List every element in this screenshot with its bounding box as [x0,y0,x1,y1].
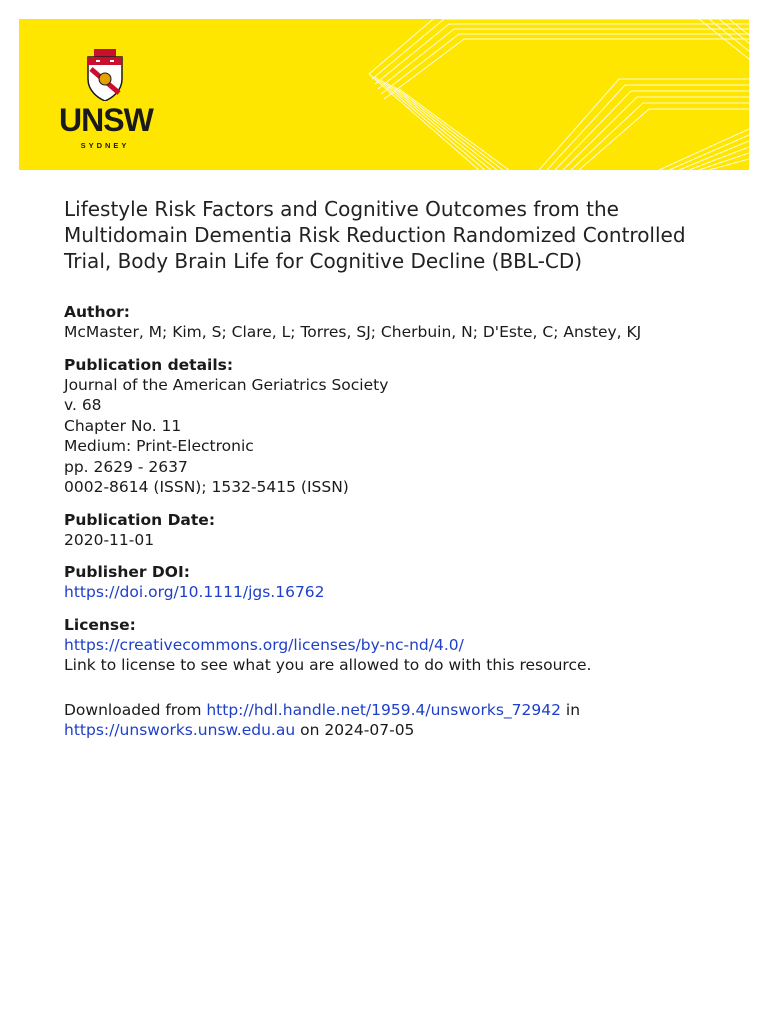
license-note: Link to license to see what you are allowed to do with this resource. [64,656,592,674]
header-banner [19,19,749,170]
unsw-wordmark: UNSW [59,102,153,138]
unsw-logo[interactable] [59,49,151,161]
repository-link[interactable]: https://unsworks.unsw.edu.au [64,721,296,739]
downloaded-in: in [565,700,581,719]
issn: 0002-8614 (ISSN); 1532-5415 (ISSN) [64,478,349,496]
author-label: Author: [64,303,130,321]
downloaded-date: 2024-07-05 [324,721,415,739]
author-section [64,302,704,343]
publication-date-section [64,510,704,551]
publication-details-label: Publication details: [64,355,234,374]
record-content [64,196,704,741]
download-note [64,700,704,741]
publisher-doi-label: Publisher DOI: [64,563,190,581]
publication-date-value: 2020-11-01 [64,530,155,549]
license-link[interactable]: https://creativecommons.org/licenses/by-nc-nd/4.0/ [64,635,464,654]
handle-link[interactable]: http://hdl.handle.net/1959.4/unsworks_72942 [206,700,561,719]
pages: pp. 2629 - 2637 [64,457,188,476]
journal-name: Journal of the American Geriatrics Society [64,375,389,394]
downloaded-on: on [300,721,320,739]
doi-link[interactable]: https://doi.org/10.1111/jgs.16762 [64,583,325,601]
paper-title: Lifestyle Risk Factors and Cognitive Outcomes from the Multidomain Dementia Risk Reduction Randomized Controlled Trial, Body Brain Life for Cognitive Decline (BBL-CD) [64,197,686,273]
license-label: License: [64,615,136,634]
publication-details-section [64,355,704,498]
publication-date-label: Publication Date: [64,510,216,529]
license-section [64,615,704,676]
crest-icon [86,49,124,101]
author-value: McMaster, M; Kim, S; Clare, L; Torres, SJ; Cherbuin, N; D'Este, C; Anstey, KJ [64,323,642,341]
volume: v. 68 [64,396,102,414]
sydney-wordmark: SYDNEY [80,141,130,150]
chapter: Chapter No. 11 [64,416,182,435]
downloaded-prefix: Downloaded from [64,700,202,719]
publisher-doi-section [64,562,704,603]
medium: Medium: Print-Electronic [64,437,254,455]
